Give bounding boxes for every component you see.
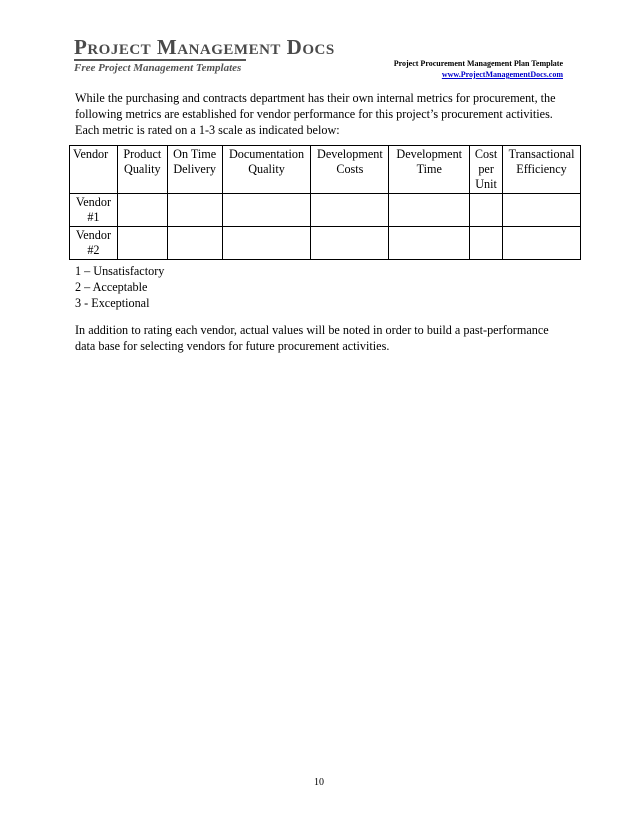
header-cell: Transactional Efficiency [503,146,581,194]
header-cell: On Time Delivery [167,146,222,194]
page-number: 10 [314,777,324,788]
rating-cell [470,227,503,260]
rating-cell [222,194,311,227]
rating-cell [167,227,222,260]
table-row [70,194,581,227]
header-cell: Vendor [70,146,118,194]
rating-cell [389,227,470,260]
header-cell: Development Time [389,146,470,194]
header-title: Project Procurement Management Plan Template [393,59,563,68]
scale-item: 3 - Exceptional [75,296,150,310]
header-cell: Product Quality [117,146,167,194]
note-paragraph: In addition to rating each vendor, actual values will be noted in order to build a past-performance data base for selecting vendors for future procurement activities. [75,323,549,353]
page-header [394,58,563,80]
rating-cell [117,194,167,227]
scale-item: 1 – Unsatisfactory [75,264,165,278]
rating-cell [470,194,503,227]
vendor-cell: Vendor #1 [70,194,118,227]
rating-scale [75,263,164,311]
header-cell: Documentation Quality [222,146,311,194]
intro-paragraph: While the purchasing and contracts department has their own internal metrics for procurement, the following metrics are established for vendor performance for this project’s procurement activities. Each metric is rated on a 1-3 scale as indicated below: [75,91,556,137]
vendor-metrics-table [69,145,581,260]
header-cell: Development Costs [311,146,389,194]
rating-cell [503,194,581,227]
header-cell: Cost per Unit [470,146,503,194]
rating-cell [311,194,389,227]
logo-divider [74,59,246,61]
scale-item: 2 – Acceptable [75,280,148,294]
rating-cell [167,194,222,227]
rating-cell [389,194,470,227]
logo [74,36,335,74]
table-row [70,227,581,260]
header-link[interactable]: www.ProjectManagementDocs.com [441,70,563,79]
rating-cell [117,227,167,260]
rating-cell [222,227,311,260]
rating-cell [503,227,581,260]
rating-cell [311,227,389,260]
logo-subtitle: Free Project Management Templates [74,62,242,74]
logo-title: Project Management Docs [74,35,335,59]
table-header-row [70,146,581,194]
vendor-cell: Vendor #2 [70,227,118,260]
